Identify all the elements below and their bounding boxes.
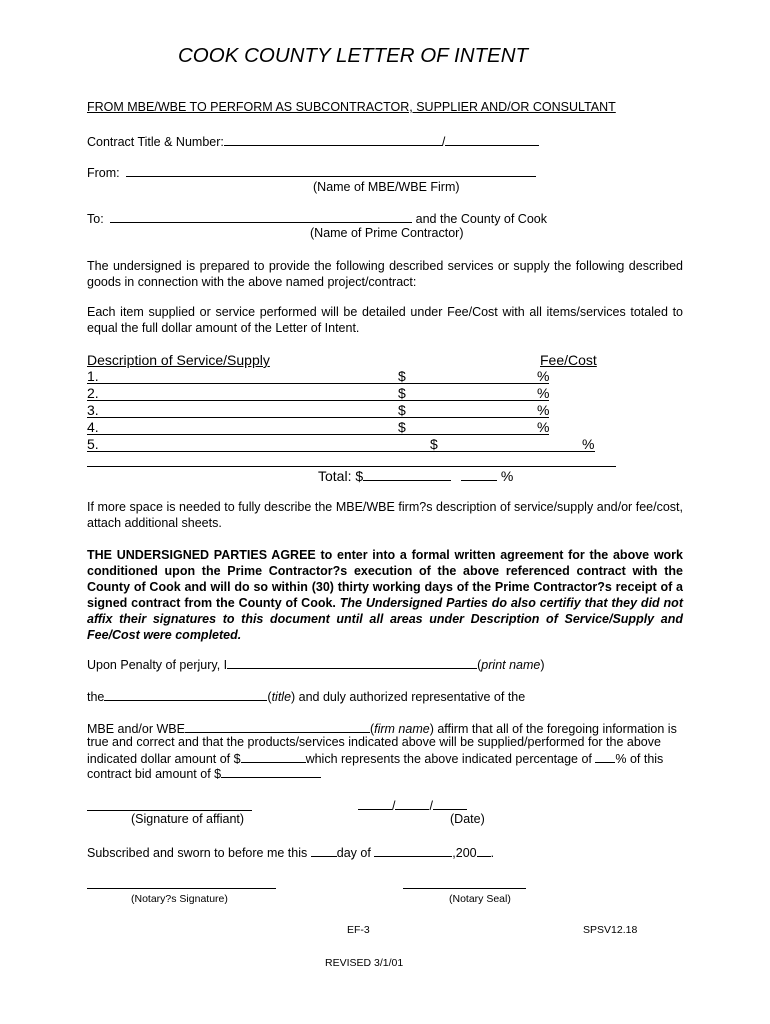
- row-number: 3.: [87, 402, 99, 418]
- the-prefix: the: [87, 690, 105, 704]
- dollar-sign: $: [398, 419, 406, 435]
- table-row[interactable]: [87, 368, 99, 384]
- mbe-line3a: indicated dollar amount of $: [87, 752, 241, 766]
- row-number: 1.: [87, 368, 99, 384]
- to-row: [87, 210, 547, 226]
- to-label: To:: [87, 212, 104, 226]
- sworn-month-field[interactable]: [374, 844, 452, 857]
- title-row: the (title) and duly authorized representative of the: [87, 690, 526, 704]
- date-month-field[interactable]: [358, 797, 392, 810]
- revised-date: REVISED 3/1/01: [325, 957, 404, 969]
- mbe-row: MBE and/or WBE (firm name) affirm that all of the foregoing information is: [87, 722, 677, 736]
- to-suffix: and the County of Cook: [415, 212, 547, 226]
- row-number: 2.: [87, 385, 99, 401]
- percent-sign: %: [537, 419, 550, 435]
- mbe-line2: true and correct and that the products/services indicated above will be supplied/performed for the above: [87, 735, 661, 749]
- mbe-firm-name-field[interactable]: [126, 164, 536, 177]
- mbe-prefix: MBE and/or WBE: [87, 722, 185, 736]
- date-sep: /: [392, 799, 396, 813]
- print-name-field[interactable]: [227, 656, 477, 669]
- row-number: 4.: [87, 419, 99, 435]
- page-title: COOK COUNTY LETTER OF INTENT: [178, 44, 529, 67]
- sworn-b: day of: [336, 846, 371, 860]
- prime-contractor-field[interactable]: [110, 210, 412, 223]
- percent-sign: %: [537, 402, 550, 418]
- date-caption: (Date): [450, 812, 485, 826]
- col-header-fee-cost: Fee/Cost: [540, 352, 597, 368]
- percent-sign: %: [582, 436, 595, 452]
- percent-sign: %: [537, 368, 550, 384]
- signature-caption: (Signature of affiant): [131, 812, 245, 826]
- date-day-field[interactable]: [395, 797, 429, 810]
- dollar-sign: $: [398, 368, 406, 384]
- total-dollar-field[interactable]: [363, 468, 451, 481]
- percent-sign: %: [537, 385, 550, 401]
- perjury-prefix: Upon Penalty of perjury, I: [87, 658, 228, 672]
- dollar-amount-field[interactable]: [241, 750, 306, 763]
- total-percent-field[interactable]: [461, 468, 497, 481]
- mbe-line3b: which represents the above indicated percentage of: [305, 752, 592, 766]
- notary-seal-line[interactable]: [403, 888, 526, 889]
- total-row: [318, 468, 513, 484]
- from-row: [87, 164, 536, 180]
- form-version: SPSV12.18: [583, 924, 638, 936]
- date-year-field[interactable]: [433, 797, 467, 810]
- agreement-paragraph: [87, 547, 683, 643]
- title-suffix: ) and duly authorized representative of the: [291, 690, 526, 704]
- total-percent-sign: %: [500, 468, 514, 484]
- notary-signature-caption: (Notary?s Signature): [131, 893, 228, 905]
- sworn-day-field[interactable]: [311, 844, 337, 857]
- dollar-sign: $: [398, 402, 406, 418]
- col-header-description: Description of Service/Supply: [87, 352, 270, 368]
- table-row[interactable]: [87, 402, 99, 418]
- perjury-row: Upon Penalty of perjury, I (print name): [87, 658, 545, 672]
- date-sep: /: [429, 799, 433, 813]
- row-underline: [87, 400, 549, 401]
- table-row[interactable]: [87, 436, 99, 452]
- sworn-row: [87, 844, 494, 860]
- mbe-line4-text: contract bid amount of $: [87, 767, 222, 781]
- from-caption: (Name of MBE/WBE Firm): [313, 180, 460, 194]
- table-row[interactable]: [87, 419, 99, 435]
- dollar-sign: $: [430, 436, 438, 452]
- percentage-field[interactable]: [595, 750, 615, 763]
- fee-paragraph: Each item supplied or service performed will be detailed under Fee/Cost with all items/services totaled to equal the full dollar amount of the Letter of Intent.: [87, 305, 683, 335]
- bid-amount-field[interactable]: [221, 765, 321, 778]
- table-row[interactable]: [87, 385, 99, 401]
- signature-line[interactable]: [87, 810, 252, 811]
- mbe-line3: [87, 750, 663, 766]
- title-caption: title: [271, 690, 292, 704]
- contract-row: [87, 133, 539, 149]
- sworn-c: ,200: [452, 846, 477, 860]
- row-underline: [87, 434, 549, 435]
- contract-separator: /: [441, 135, 446, 149]
- contract-number-field[interactable]: [445, 133, 539, 146]
- firm-name-field[interactable]: [185, 720, 370, 733]
- from-label: From:: [87, 166, 120, 180]
- total-label: Total: $: [318, 468, 364, 484]
- notary-signature-line[interactable]: [87, 888, 276, 889]
- contract-label: Contract Title & Number:: [87, 135, 224, 149]
- date-row: [358, 797, 467, 813]
- mbe-line4: [87, 765, 321, 781]
- agreement-bold-text: THE UNDERSIGNED PARTIES AGREE to enter into a formal written agreement for the above work conditioned upon the Prime Contractor?s execution of the above referenced contract with the County of Cook and will do so within (30) thirty working days of the Prime Contractor?s receipt of a signed contract from the County of Cook.: [87, 548, 683, 610]
- contract-title-field[interactable]: [224, 133, 442, 146]
- title-field[interactable]: [104, 688, 267, 701]
- row-underline: [87, 417, 549, 418]
- row-underline: [87, 451, 595, 452]
- sworn-year-field[interactable]: [477, 844, 491, 857]
- mbe-suffix: ) affirm that all of the foregoing information is: [429, 722, 677, 736]
- intro-paragraph: The undersigned is prepared to provide the following described services or supply the following described goods in connection with the above named project/contract:: [87, 259, 683, 289]
- sworn-d: .: [490, 846, 495, 860]
- perjury-suffix: print name: [481, 658, 541, 672]
- mbe-line3c: % of this: [615, 752, 664, 766]
- notary-seal-caption: (Notary Seal): [449, 893, 511, 905]
- sworn-a: Subscribed and sworn to before me this: [87, 846, 308, 860]
- form-heading: FROM MBE/WBE TO PERFORM AS SUBCONTRACTOR, SUPPLIER AND/OR CONSULTANT: [87, 100, 616, 114]
- table-divider: [87, 466, 616, 467]
- additional-sheets-paragraph: If more space is needed to fully describe the MBE/WBE firm?s description of service/supply and/or fee/cost, attach additional sheets.: [87, 500, 683, 530]
- row-number: 5.: [87, 436, 99, 452]
- row-underline: [87, 383, 549, 384]
- form-code: EF-3: [347, 924, 370, 936]
- to-caption: (Name of Prime Contractor): [310, 226, 464, 240]
- firm-name-caption: firm name: [374, 722, 430, 736]
- dollar-sign: $: [398, 385, 406, 401]
- agreement-italic-text: The Undersigned Parties do also certifiy that they did not affix their signatures to this document until all areas under Description of Service/Supply and Fee/Cost were completed.: [87, 596, 683, 642]
